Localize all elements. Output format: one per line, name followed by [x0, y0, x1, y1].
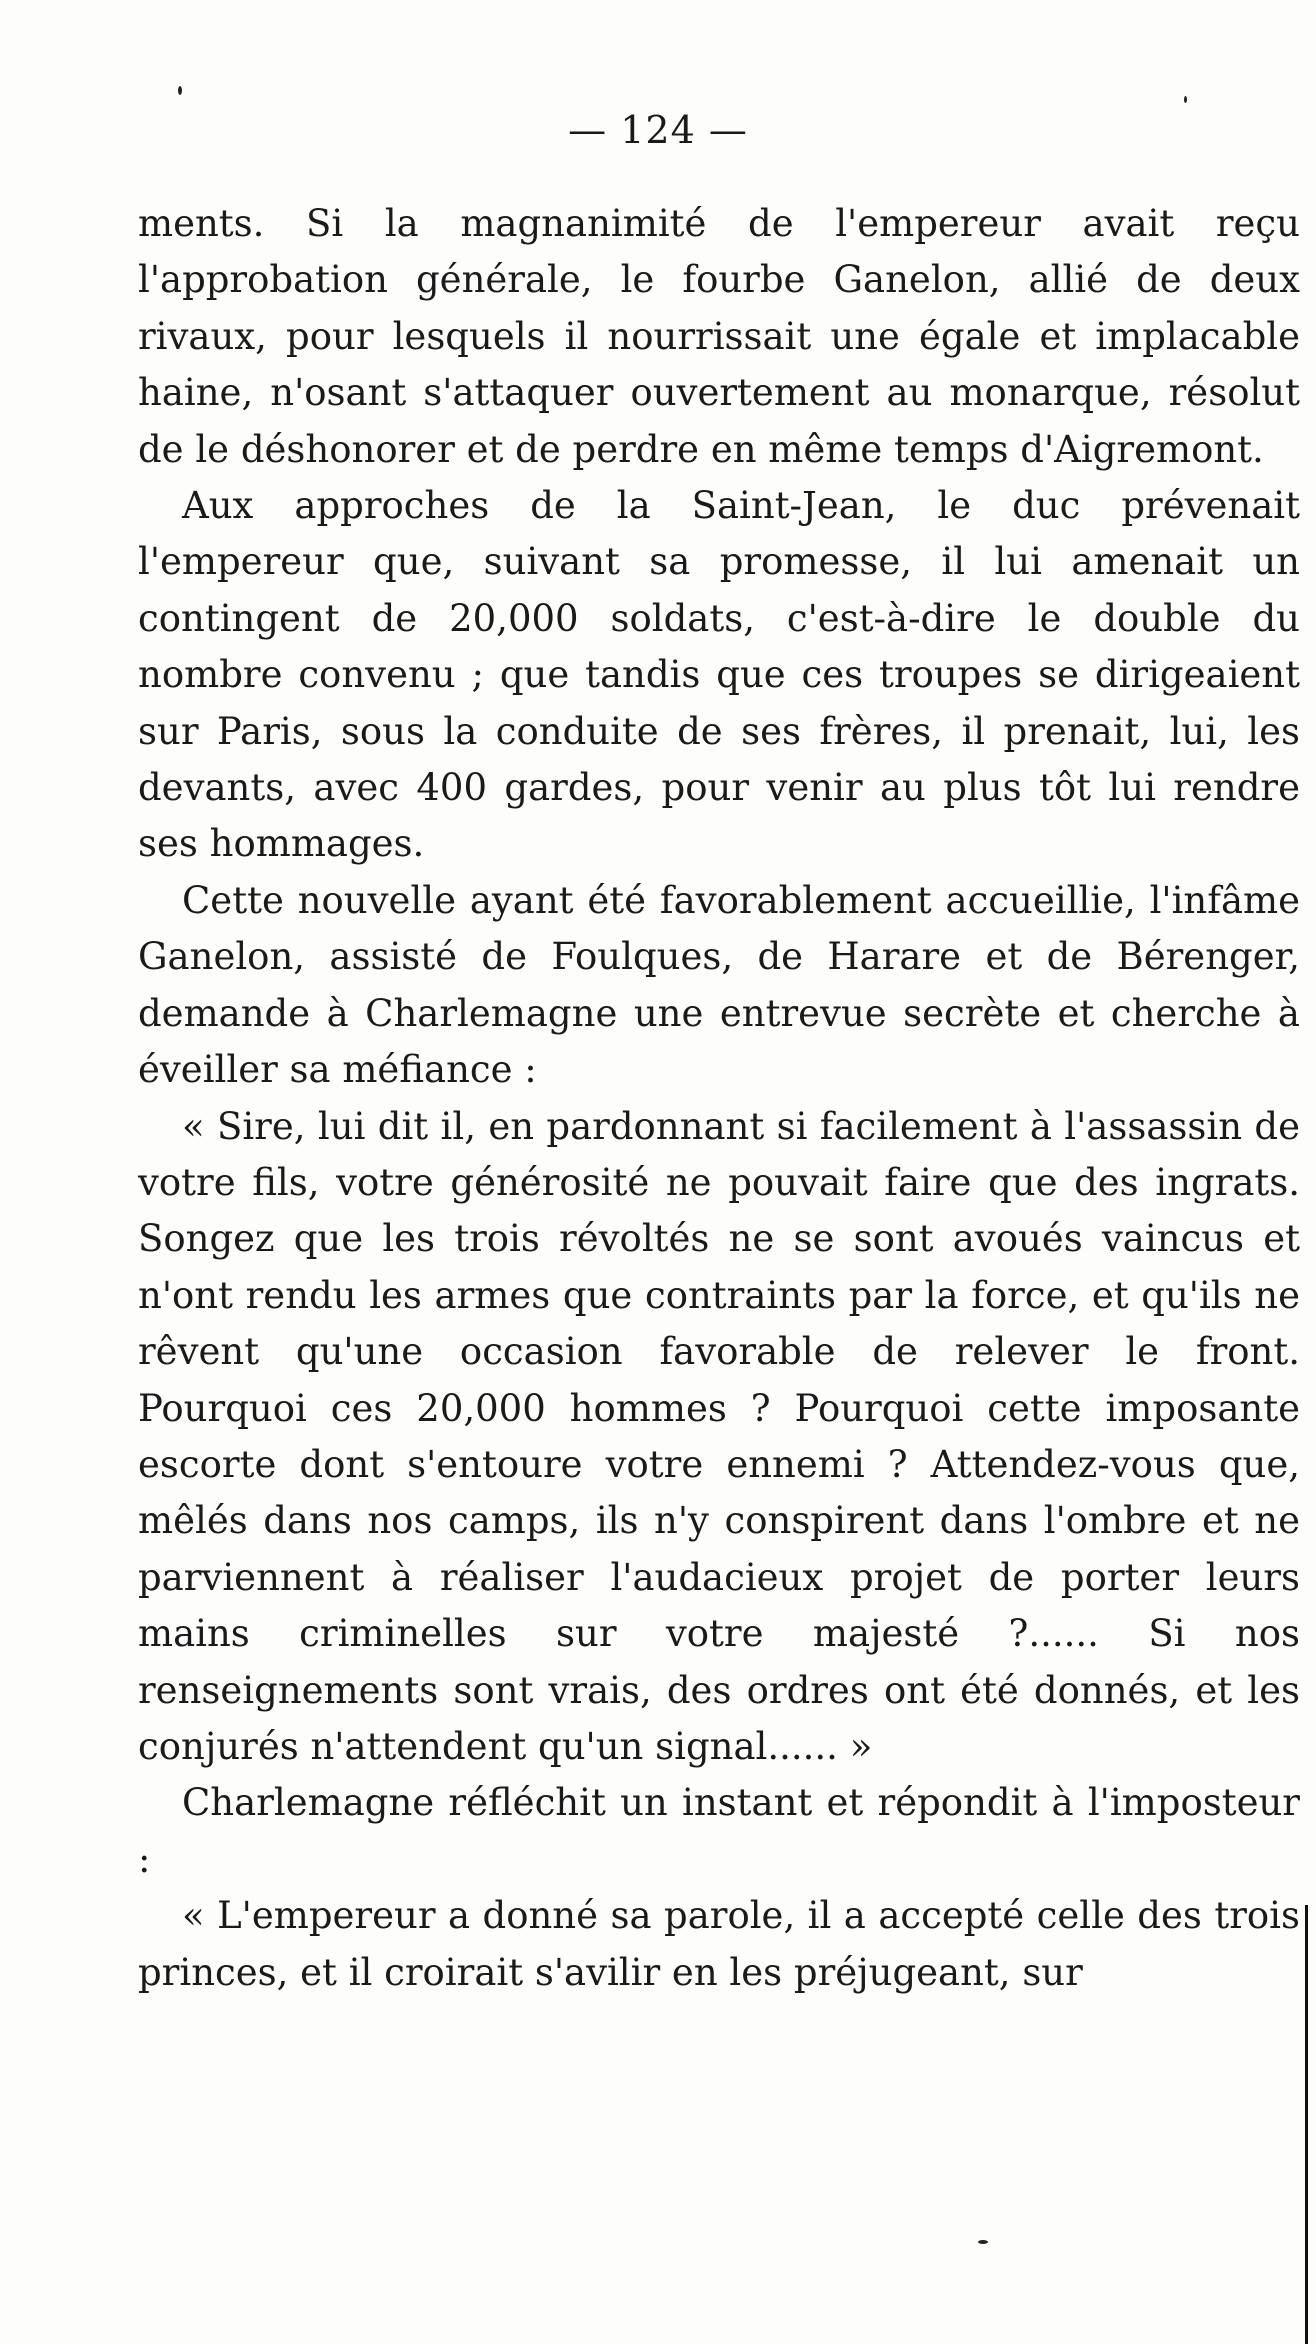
paragraph: Charlemagne réfléchit un instant et répondit à l'imposteur :	[138, 1781, 1300, 1881]
paragraph: Cette nouvelle ayant été favorablement accueillie, l'infâme Ganelon, assisté de Foulques, de Harare et de Bérenger, demande à Charlemagne une entrevue secrète et cherche à éveiller sa méfiance :	[138, 878, 1300, 1092]
ink-speck	[1184, 96, 1187, 103]
paragraph: « Sire, lui dit il, en pardonnant si facilement à l'assassin de votre fils, votre générosité ne pouvait faire que des ingrats. Songez que les trois révoltés ne se sont avoués vaincus et n'ont rendu les armes que contraints par la force, et qu'ils ne rêvent qu'une occasion favorable de relever le front. Pourquoi ces 20,000 hommes ? Pourquoi cette imposante escorte dont s'entoure votre ennemi ? Attendez-vous que, mêlés dans nos camps, ils n'y conspirent dans l'ombre et ne parviennent à réaliser l'audacieux projet de porter leurs mains criminelles sur votre majesté ?...... Si nos renseignements sont vrais, des ordres ont été donnés, et les conjurés n'attendent qu'un signal...... »	[138, 1104, 1300, 1768]
ink-speck	[178, 86, 182, 95]
paragraph: « L'empereur a donné sa parole, il a accepté celle des trois princes, et il croirait s'avilir en les préjugeant, sur	[138, 1894, 1300, 1994]
paragraph: Aux approches de la Saint-Jean, le duc prévenait l'empereur que, suivant sa promesse, il lui amenait un contingent de 20,000 soldats, c'est-à-dire le double du nombre convenu ; que tandis que ces troupes se dirigeaient sur Paris, sous la conduite de ses frères, il prenait, lui, les devants, avec 400 gardes, pour venir au plus tôt lui rendre ses hommages.	[138, 484, 1300, 866]
body-text	[138, 196, 1300, 2001]
ink-speck	[978, 2240, 988, 2244]
scan-edge-line	[1305, 1905, 1308, 2344]
page-number: — 124 —	[568, 108, 748, 152]
paragraph: ments. Si la magnanimité de l'empereur avait reçu l'approbation générale, le fourbe Ganelon, allié de deux rivaux, pour lesquels il nourrissait une égale et implacable haine, n'osant s'attaquer ouvertement au monarque, résolut de le déshonorer et de perdre en même temps d'Aigremont.	[138, 202, 1300, 471]
